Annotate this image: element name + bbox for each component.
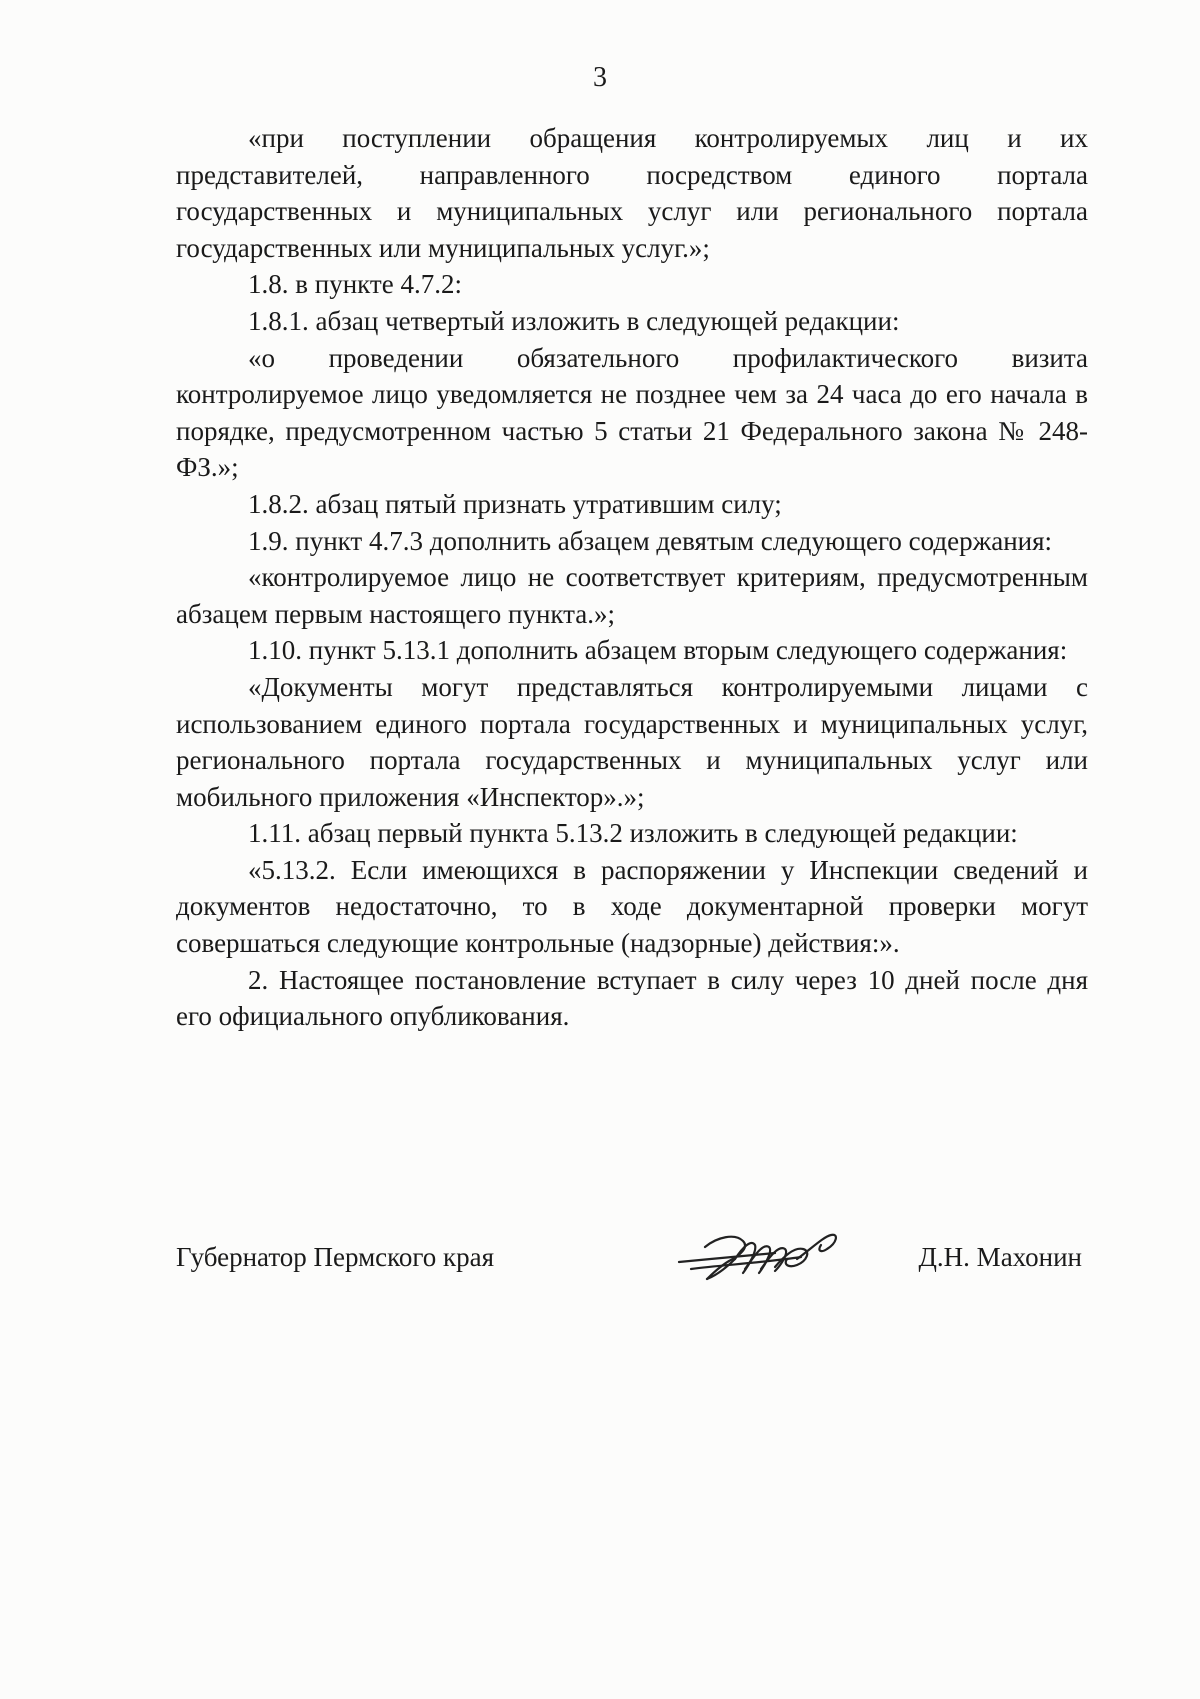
document-body bbox=[176, 120, 1088, 1035]
paragraph-1-8-1: 1.8.1. абзац четвертый изложить в следующей редакции: bbox=[248, 305, 900, 336]
paragraph-1-8-2: 1.8.2. абзац пятый признать утратившим силу; bbox=[248, 488, 782, 519]
paragraph-1-8: 1.8. в пункте 4.7.2: bbox=[248, 269, 462, 300]
signatory-name: Д.Н. Махонин bbox=[918, 1242, 1082, 1272]
paragraph-quote-preventive-visit: «о проведении обязательного профилактического визита контролируемое лицо уведомляется не позднее чем за 24 часа до его начала в порядке, предусмотренном частью 5 статьи 21 Федерального закона № 248-ФЗ.»; bbox=[176, 342, 1088, 483]
paragraph-quote-documents: «Документы могут представляться контролируемыми лицами с использованием единого портала государственных и муниципальных услуг, регионального портала государственных и муниципальных услуг или мобильного приложения «Инспектор».»; bbox=[176, 671, 1088, 812]
paragraph-1-10: 1.10. пункт 5.13.1 дополнить абзацем вторым следующего содержания: bbox=[248, 635, 1068, 666]
paragraph-1-11: 1.11. абзац первый пункта 5.13.2 изложить в следующей редакции: bbox=[248, 818, 1018, 849]
signature-block bbox=[176, 1225, 1088, 1315]
paragraph-2-effective-date: 2. Настоящее постановление вступает в силу через 10 дней после дня его официального опубликования. bbox=[176, 964, 1088, 1032]
paragraph-quote-criteria: «контролируемое лицо не соответствует критериям, предусмотренным абзацем первым настоящего пункта.»; bbox=[176, 562, 1088, 629]
signatory-position: Губернатор Пермского края bbox=[176, 1242, 495, 1272]
page-number: 3 bbox=[593, 62, 607, 93]
handwritten-signature bbox=[671, 1225, 851, 1285]
paragraph-1-9: 1.9. пункт 4.7.3 дополнить абзацем девятым следующего содержания: bbox=[248, 525, 1053, 556]
paragraph-quote-5-13-2: «5.13.2. Если имеющихся в распоряжении у Инспекции сведений и документов недостаточно, то в ходе документарной проверки могут совершаться следующие контрольные (надзорные) действия:». bbox=[176, 854, 1088, 959]
paragraph-quote-portal-appeal: «при поступлении обращения контролируемых лиц и их представителей, направленного посредством единого портала государственных и муниципальных услуг или регионального портала государственных или муниципальных услуг.»; bbox=[176, 123, 1088, 263]
